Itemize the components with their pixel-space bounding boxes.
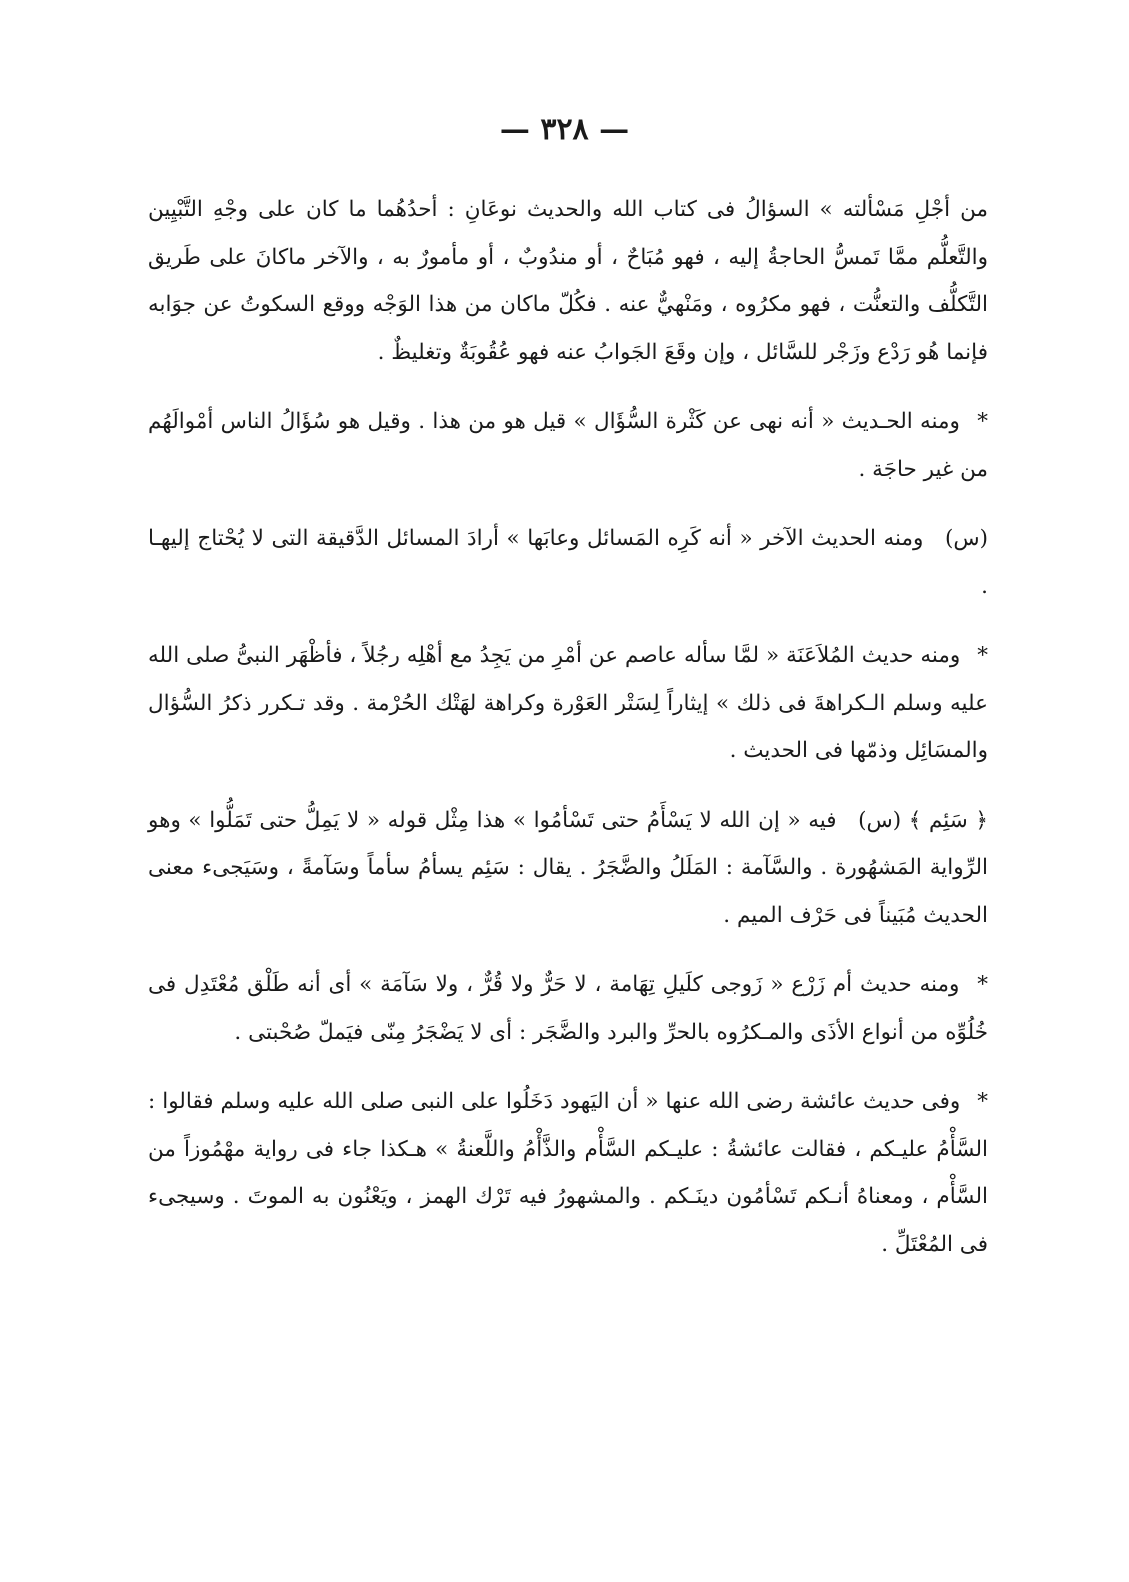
paragraph-text: ومنه حديث المُلاَعَنَة « لمَّا سأله عاصم عن أمْرِ من يَجِدُ مع أهْلِه رجُلاً ، فأظْهَر النبىُّ صلى الله عليه وسلم الـكراهةَ فى ذلك » إيثاراً لِسَتْر العَوْرة وكراهة لهَتْك الحُرْمة . وقد تـكرر ذكرُ السُّؤال والمسَائِل وذمّها فى الحديث .: [148, 643, 988, 763]
paragraph: [148, 961, 988, 1056]
asterisk-marker: *: [977, 972, 988, 997]
paragraph-text: من أجْلِ مَسْألته » السؤالُ فى كتاب الله والحديث نوعَانِ : أحدُهُما ما كان على وجْهِ التَّبْيِين والتَّعلُّم ممَّا تَمسُّ الحاجةُ إليه ، فهو مُبَاحٌ ، أو مندُوبٌ ، أو مأمورٌ به ، والآخر ماكانَ على طَريق التَّكلُّف والتعنُّت ، فهو مكرُوه ، ومَنْهيٌّ عنه . فكُلّ ماكان من هذا الوَجْه ووقع السكوتُ عن جوَابه فإنما هُو رَدْع وزَجْر للسَّائل ، وإن وقَعَ الجَوابُ عنه فهو عُقُوبَةٌ وتغليظٌ .: [148, 197, 988, 365]
paragraph-text: وفى حديث عائشة رضى الله عنها « أن اليَهود دَخَلُوا على النبى صلى الله عليه وسلم فقالوا : السَّأْمُ عليـكم ، فقالت عائشةُ : عليـكم السَّأْم والذَّأْمُ واللَّعنةُ » هـكذا جاء فى رواية مهْمُوزاً من السَّأْم ، ومعناهُ أنـكم تَسْأمُون دينَـكم . والمشهورُ فيه تَرْك الهمز ، ويَعْنُون به الموتَ . وسيجىء فى المُعْتَلِّ .: [148, 1089, 988, 1257]
paragraph-text: ومنه حديث أم زَرْع « زَوجى كلَيلِ تِهَامة ، لا حَرٌّ ولا قُرٌّ ، ولا سَآمَة » أى أنه طَلْق مُعْتَدِل فى خُلُوِّه من أنواع الأذَى والمـكرُوه بالحرِّ والبرد والضَّجَر : أى لا يَضْجَرُ مِنّى فيَملّ صُحْبتى .: [148, 972, 988, 1045]
paragraph: [148, 398, 988, 493]
body-text: [148, 186, 988, 1290]
paragraph-text: ومنه الحديث الآخر « أنه كَرِه المَسائل وعابَها » أرادَ المسائل الدَّقيقة التى لا يُحْتاج إليهـا .: [148, 526, 988, 599]
paragraph-text: ومنه الحـديث « أنه نهى عن كَثْرة السُّؤَال » قيل هو من هذا . وقيل هو سُؤَالُ الناس أمْوالَهُم من غير حاجَة .: [148, 409, 988, 482]
paragraph: [148, 632, 988, 775]
paragraph: [148, 515, 988, 610]
asterisk-marker: *: [977, 409, 988, 434]
paragraph-text: فيه « إن الله لا يَسْأَمُ حتى تَسْأمُوا » هذا مِثْل قوله « لا يَمِلُّ حتى تَمَلُّوا » وهو الرِّواية المَشهُورة . والسَّآمة : المَلَلُ والضَّجَرُ . يقال : سَئِم يسأمُ سأماً وسَآمةً ، وسَيَجىء معنى الحديث مُبَيناً فى حَرْف الميم .: [148, 807, 988, 928]
asterisk-marker: *: [977, 1089, 988, 1114]
source-tag: (س): [944, 526, 988, 551]
asterisk-marker: *: [977, 643, 988, 668]
page-number: — ٣٢٨ —: [499, 112, 630, 147]
paragraph: [148, 1078, 988, 1268]
entry-headword: ﴿ سَئِم ﴾ (س): [858, 807, 988, 833]
paragraph: [148, 797, 988, 940]
paragraph: [148, 186, 988, 376]
